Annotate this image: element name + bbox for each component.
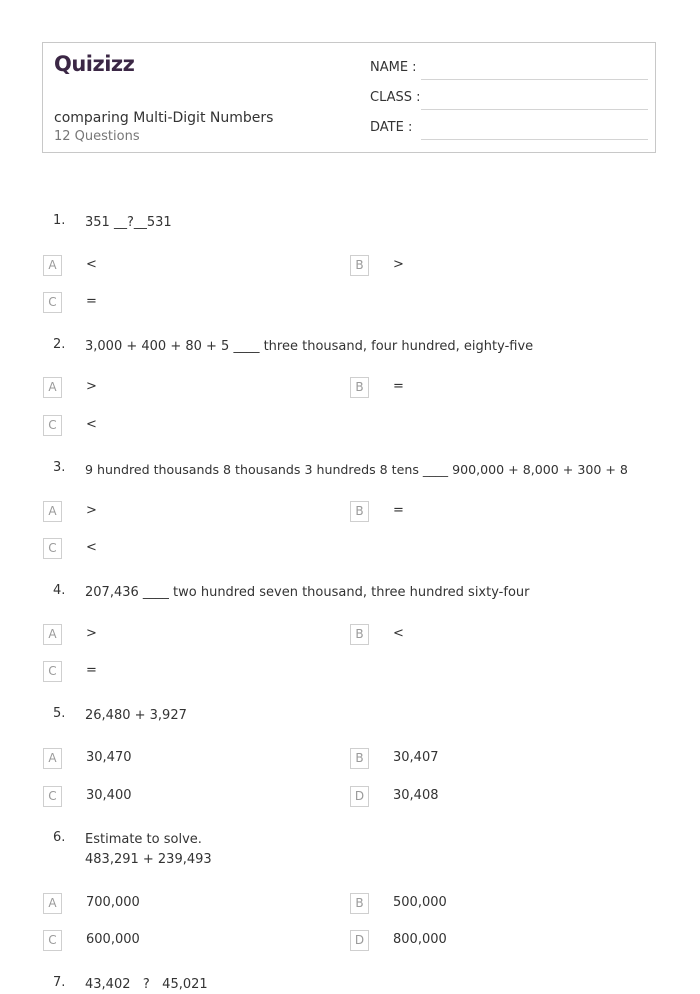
question-text: Estimate to solve. [85, 832, 202, 847]
option-letter: A [43, 748, 62, 769]
question-text: 207,436 ____ two hundred seven thousand, three hundred sixty-four [85, 585, 530, 600]
option-text: > [86, 379, 97, 394]
option-text: 500,000 [393, 895, 447, 910]
option-letter: D [350, 786, 369, 807]
question-number: 3. [53, 460, 66, 475]
option-text: > [86, 503, 97, 518]
option-text: < [86, 417, 97, 432]
option-letter: B [350, 893, 369, 914]
class-label: CLASS : [370, 90, 421, 105]
option-letter: A [43, 255, 62, 276]
option-text: 30,408 [393, 788, 439, 803]
option-letter: C [43, 930, 62, 951]
class-line [421, 109, 648, 110]
question-text: 3,000 + 400 + 80 + 5 ____ three thousand, four hundred, eighty-five [85, 339, 534, 354]
question-text-line-2: 483,291 + 239,493 [85, 852, 212, 867]
option-letter: B [350, 624, 369, 645]
option-text: 700,000 [86, 895, 140, 910]
option-text: = [86, 663, 97, 678]
quizizz-logo: Quizizz [54, 52, 135, 76]
option-letter: B [350, 501, 369, 522]
option-letter: C [43, 538, 62, 559]
worksheet-title: comparing Multi-Digit Numbers [54, 110, 274, 126]
date-label: DATE : [370, 120, 413, 135]
option-letter: A [43, 501, 62, 522]
option-text: > [393, 257, 404, 272]
name-label: NAME : [370, 60, 417, 75]
option-letter: C [43, 292, 62, 313]
date-field[interactable] [370, 118, 648, 140]
option-text: = [393, 503, 404, 518]
option-text: < [86, 257, 97, 272]
option-letter: B [350, 377, 369, 398]
option-text: 30,400 [86, 788, 132, 803]
question-number: 5. [53, 706, 66, 721]
option-text: < [86, 540, 97, 555]
option-letter: D [350, 930, 369, 951]
name-line [421, 79, 648, 80]
option-text: > [86, 626, 97, 641]
option-letter: A [43, 377, 62, 398]
question-number: 2. [53, 337, 66, 352]
question-text: 9 hundred thousands 8 thousands 3 hundreds 8 tens ____ 900,000 + 8,000 + 300 + 8 [85, 462, 628, 477]
option-letter: C [43, 786, 62, 807]
option-letter: B [350, 255, 369, 276]
question-count: 12 Questions [54, 129, 140, 144]
question-text: 26,480 + 3,927 [85, 708, 187, 723]
worksheet-header [42, 42, 656, 153]
option-text: 800,000 [393, 932, 447, 947]
question-number: 7. [53, 975, 66, 990]
option-text: < [393, 626, 404, 641]
option-text: 30,407 [393, 750, 439, 765]
option-letter: A [43, 893, 62, 914]
option-letter: C [43, 415, 62, 436]
question-text: 351 __?__531 [85, 215, 172, 230]
date-line [421, 139, 648, 140]
question-number: 4. [53, 583, 66, 598]
option-text: 30,470 [86, 750, 132, 765]
option-letter: A [43, 624, 62, 645]
question-number: 1. [53, 213, 66, 228]
option-text: = [86, 294, 97, 309]
option-letter: C [43, 661, 62, 682]
option-text: = [393, 379, 404, 394]
option-letter: B [350, 748, 369, 769]
question-number: 6. [53, 830, 66, 845]
question-text: 43,402 ? 45,021 [85, 977, 208, 992]
class-field[interactable] [370, 88, 648, 110]
option-text: 600,000 [86, 932, 140, 947]
name-field[interactable] [370, 58, 648, 80]
